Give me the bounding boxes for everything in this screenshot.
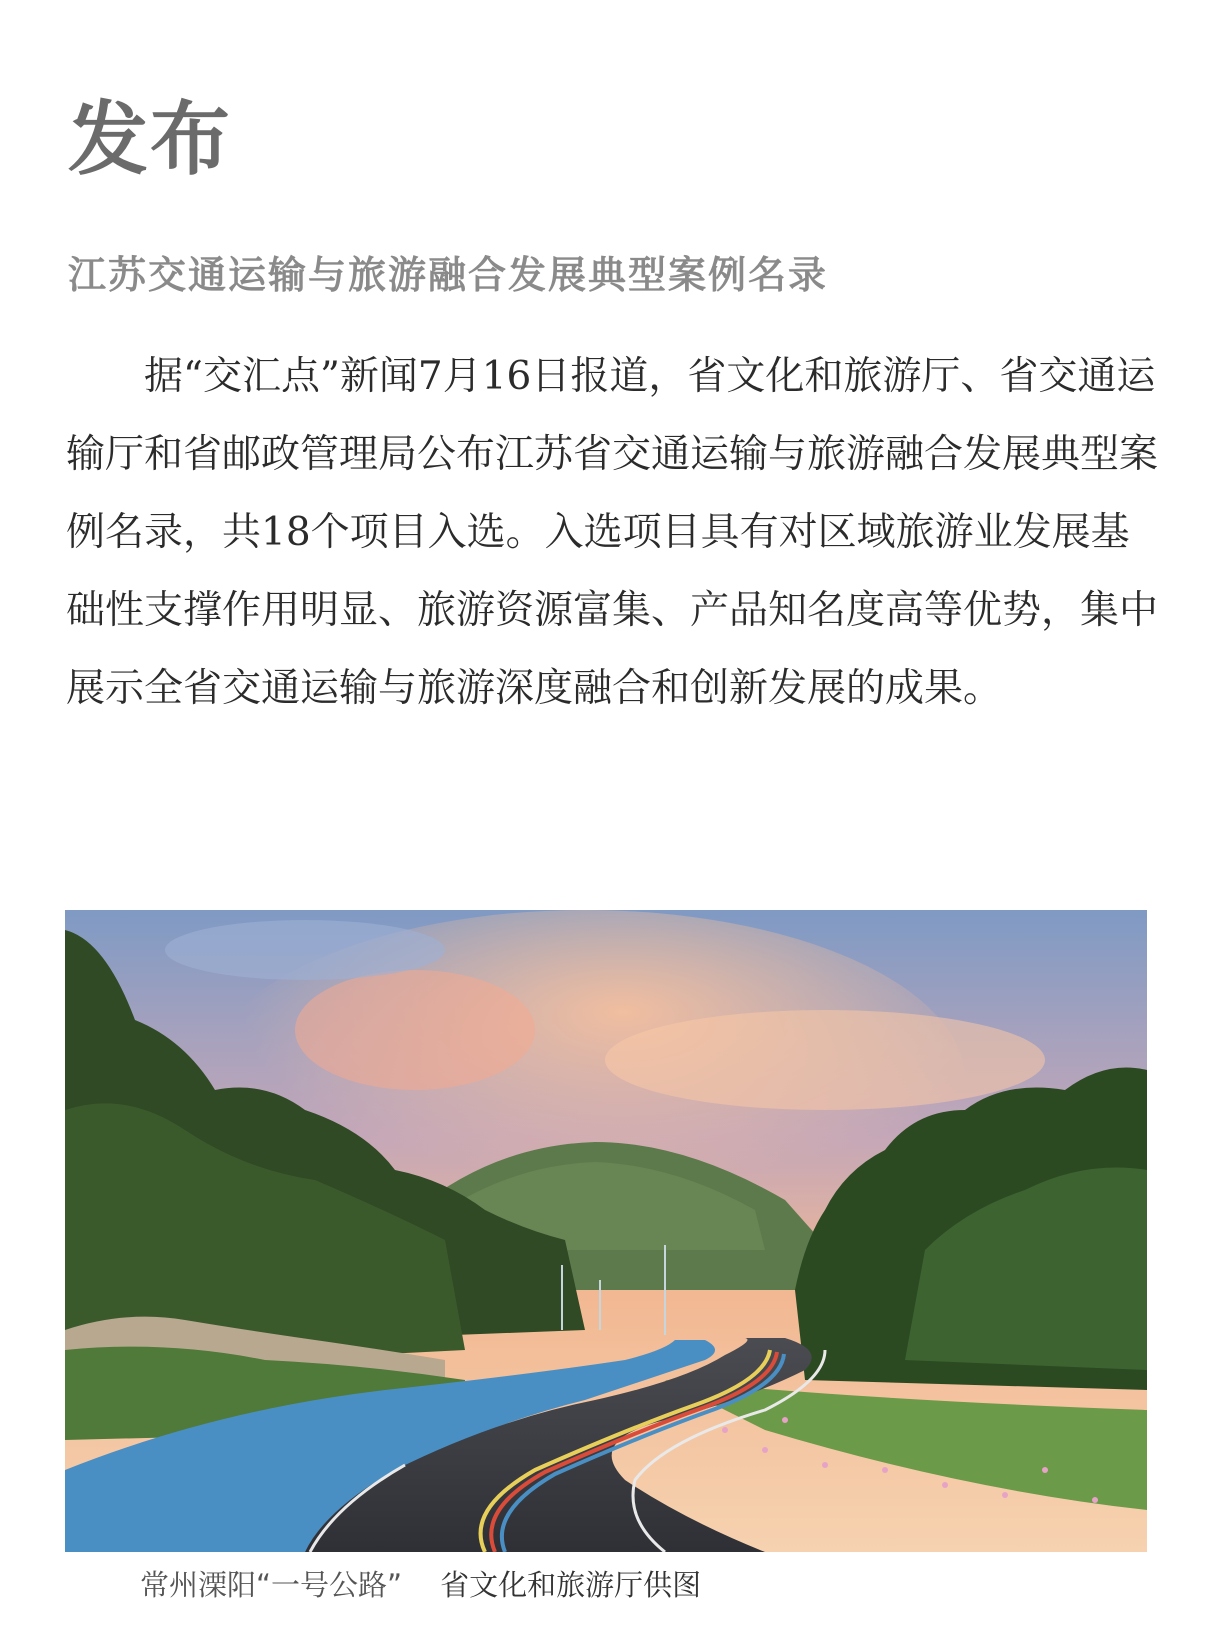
photo-caption-title: 常州溧阳“一号公路” (140, 1568, 403, 1602)
article-body: 据“交汇点”新闻7月16日报道，省文化和旅游厅、省交通运输厅和省邮政管理局公布江苏省交通运输与旅游融合发展典型案例名录，共18个项目入选。入选项目具有对区域旅游业发展基础性支撑作用明显、旅游资源富集、产品知名度高等优势，集中展示全省交通运输与旅游深度融合和创新发展的成果。 (66, 354, 1159, 711)
photo-caption (140, 1568, 701, 1603)
road-photo (65, 910, 1147, 1552)
photo-credit: 省文化和旅游厅供图 (440, 1568, 702, 1602)
article-headline: 江苏交通运输与旅游融合发展典型案例名录 (68, 252, 829, 297)
section-title: 发布 (68, 93, 232, 186)
